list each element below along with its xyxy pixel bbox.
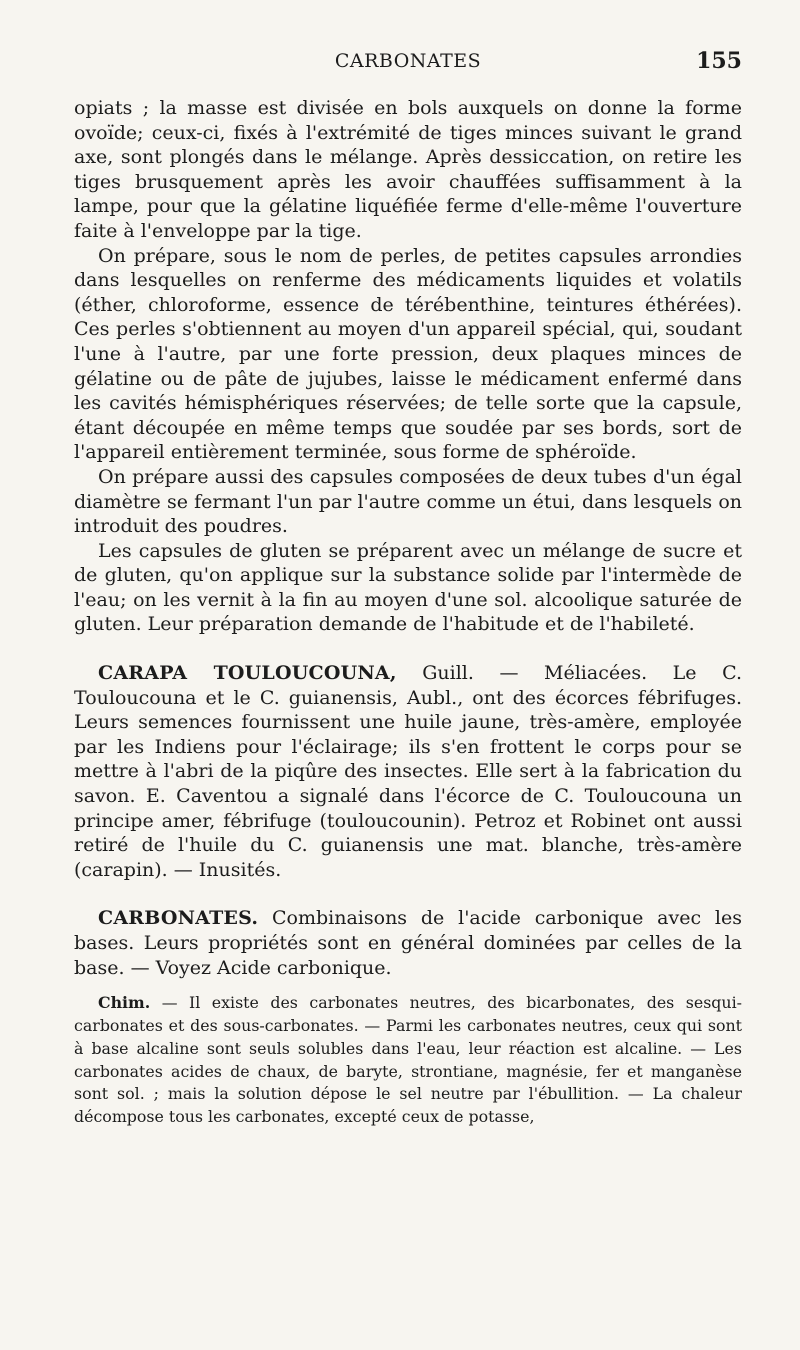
page-number: 155: [696, 48, 742, 74]
chim-note-text: — Il existe des carbonates neutres, des bicarbonates, des sesqui-carbonates et des sous-carbonates. — Parmi les carbonates neutres, ceux qui sont à base alcaline sont seuls solubles dans l'eau, leur réaction est alcaline. — Les carbonates acides de chaux, de baryte, strontiane, magnésie, fer et manganèse sont sol. ; mais la solution dépose le sel neutre par l'ébullition. — La chaleur décompose tous les carbonates, excepté ceux de potasse,: [74, 993, 742, 1127]
chim-note: [74, 992, 742, 1129]
paragraph-1: opiats ; la masse est divisée en bols auxquels on donne la forme ovoïde; ceux-ci, fixés à l'extrémité de tiges minces suivant le grand axe, sont plongés dans le mélange. Après dessiccation, on retire les tiges brusquement après les avoir chauffées suffisamment à la lampe, pour que la gélatine liquéfiée ferme d'elle-même l'ouverture faite à l'enveloppe par la tige.: [74, 97, 742, 242]
entry-carbonates-text: Combinaisons de l'acide carbonique avec les bases. Leurs propriétés sont en général dominées par celles de la base. — Voyez Acide carbonique.: [74, 907, 742, 979]
paragraph-3: On prépare aussi des capsules composées de deux tubes d'un égal diamètre se fermant l'un par l'autre comme un étui, dans lesquels on introduit des poudres.: [74, 465, 742, 538]
page-header: [74, 50, 742, 80]
running-head: CARBONATES: [334, 50, 482, 72]
entry-carbonates-headword: CARBONATES.: [98, 907, 259, 930]
page-body: [74, 96, 742, 1129]
entry-carapa-headword: CARAPA TOULOUCOUNA,: [98, 662, 397, 685]
entry-carbonates: [74, 906, 742, 980]
spacer: [74, 980, 742, 992]
spacer: [74, 882, 742, 894]
entry-carapa: [74, 661, 742, 882]
paragraph-4: Les capsules de gluten se préparent avec un mélange de sucre et de gluten, qu'on applique sur la substance solide par l'intermède de l'eau; on les vernit à la fin au moyen d'une sol. alcoolique saturée de gluten. Leur préparation demande de l'habitude et de l'habileté.: [74, 539, 742, 636]
paragraph-2: On prépare, sous le nom de perles, de petites capsules arrondies dans lesquelles on renferme des médicaments liquides et volatils (éther, chloroforme, essence de térébenthine, teintures éthérées). Ces perles s'obtiennent au moyen d'un appareil spécial, qui, soudant l'une à l'autre, par une forte pression, deux plaques minces de gélatine ou de pâte de jujubes, laisse le médicament enfermé dans les cavités hémisphériques réservées; de telle sorte que la capsule, étant découpée en même temps que soudée par ses bords, sort de l'appareil entièrement terminée, sous forme de sphéroïde.: [74, 244, 742, 464]
entry-carapa-text: Guill. — Méliacées. Le C. Touloucouna et le C. guianensis, Aubl., ont des écorces fébrifuges. Leurs semences fournissent une huile jaune, très-amère, employée par les Indiens pour l'éclairage; ils s'en frottent le corps pour se mettre à l'abri de la piqûre des insectes. Elle sert à la fabrication du savon. E. Caventou a signalé dans l'écorce de C. Touloucouna un principe amer, fébrifuge (touloucounin). Petroz et Robinet ont aussi retiré de l'huile du C. guianensis une mat. blanche, très-amère (carapin). — Inusités.: [74, 662, 742, 881]
chim-note-label: Chim.: [98, 993, 151, 1013]
spacer: [74, 637, 742, 649]
